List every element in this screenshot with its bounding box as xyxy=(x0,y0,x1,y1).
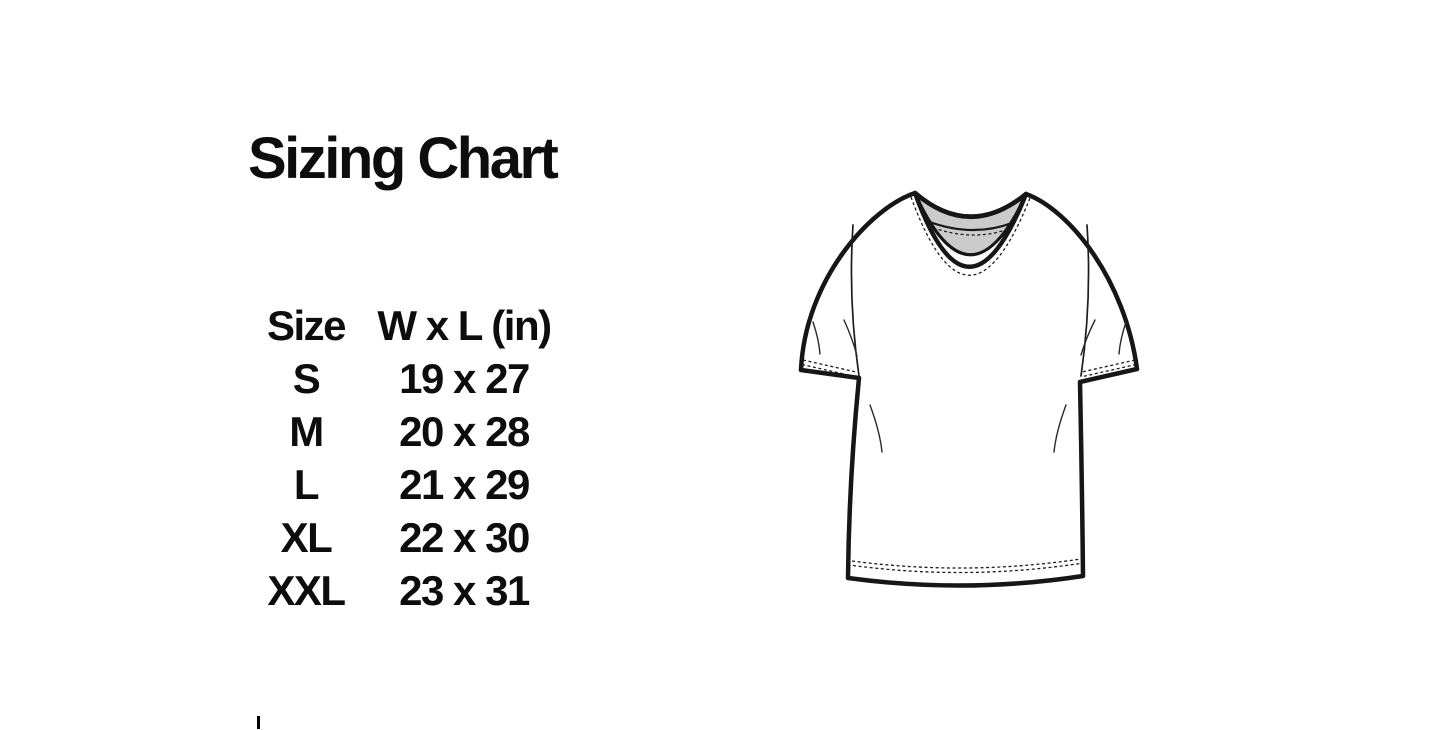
dimensions-cell: 20 x 28 xyxy=(399,407,529,455)
table-row xyxy=(250,352,566,405)
size-table xyxy=(250,299,566,617)
size-cell: M xyxy=(289,407,323,455)
table-row xyxy=(250,564,566,617)
size-cell: L xyxy=(293,460,319,508)
column-header-dimensions: W x L (in) xyxy=(377,301,551,349)
size-cell: XXL xyxy=(267,566,345,614)
size-cell: XL xyxy=(280,513,332,561)
column-header-size: Size xyxy=(266,301,346,349)
table-row xyxy=(250,458,566,511)
tshirt-flat-sketch-svg xyxy=(770,170,1170,620)
dimensions-cell: 21 x 29 xyxy=(399,460,529,508)
size-cell: S xyxy=(292,354,320,402)
dimensions-cell: 19 x 27 xyxy=(399,354,529,402)
tshirt-illustration xyxy=(770,170,1170,620)
dimensions-cell: 23 x 31 xyxy=(399,566,529,614)
text-cursor-artifact xyxy=(257,716,260,729)
table-row xyxy=(250,405,566,458)
dimensions-cell: 22 x 30 xyxy=(399,513,529,561)
table-row xyxy=(250,511,566,564)
page-title: Sizing Chart xyxy=(248,126,557,191)
table-header-row xyxy=(250,299,566,352)
